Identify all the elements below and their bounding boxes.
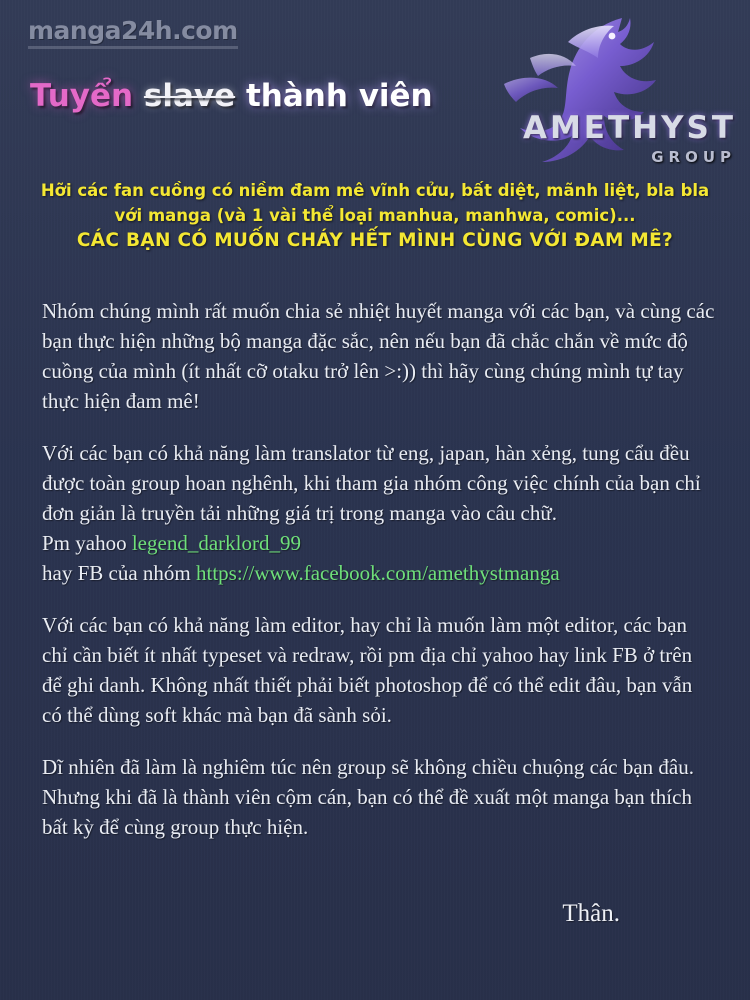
page-title-struck-word: slave bbox=[143, 78, 236, 114]
logo-subtitle: GROUP bbox=[651, 148, 736, 166]
yahoo-label: Pm yahoo bbox=[42, 531, 127, 555]
facebook-url-link[interactable]: https://www.facebook.com/amethystmanga bbox=[195, 561, 560, 585]
intro-line-2: với manga (và 1 vài thể loại manhua, manhwa, comic)... bbox=[114, 206, 636, 225]
body-copy bbox=[42, 296, 716, 864]
logo-wordmark bbox=[523, 110, 736, 166]
intro-line-1: Hỡi các fan cuồng có niềm đam mê vĩnh cửu, bất diệt, mãnh liệt, bla bla bbox=[40, 181, 710, 200]
yahoo-id-link[interactable]: legend_darklord_99 bbox=[131, 531, 301, 555]
page-title-part1: Tuyển bbox=[30, 78, 134, 114]
paragraph-2-text: Với các bạn có khả năng làm translator từ eng, japan, hàn xẻng, tung cẩu đều được toàn group hoan nghênh, khi tham gia nhóm công việc chính của bạn chỉ đơn giản là truyền tải những giá trị trong manga vào câu chữ. bbox=[42, 441, 701, 525]
facebook-label: hay FB của nhóm bbox=[42, 561, 191, 585]
paragraph-3: Với các bạn có khả năng làm editor, hay chỉ là muốn làm một editor, các bạn chỉ cần biết ít nhất typeset và redraw, rồi pm địa chỉ yahoo hay link FB ở trên để ghi danh. Không nhất thiết phải biết photoshop để có thể edit đâu, bạn vẫn có thể dùng soft khác mà bạn đã sành sỏi. bbox=[42, 613, 693, 727]
page-title-part3: thành viên bbox=[245, 78, 433, 114]
site-watermark: manga24h.com bbox=[28, 16, 238, 49]
intro-block bbox=[0, 178, 750, 253]
paragraph-2 bbox=[42, 438, 716, 588]
paragraph-1: Nhóm chúng mình rất muốn chia sẻ nhiệt huyết manga với các bạn, và cùng các bạn thực hiện những bộ manga đặc sắc, nên nếu bạn đã chắc chắn về mức độ cuồng của mình (ít nhất cỡ otaku trở lên >:)) thì hãy cùng chúng mình tự tay thực hiện đam mê! bbox=[42, 299, 715, 413]
paragraph-4: Dĩ nhiên đã làm là nghiêm túc nên group sẽ không chiều chuộng các bạn đâu. Nhưng khi đã là thành viên cộm cán, bạn có thể đề xuất một manga bạn thích bất kỳ để cùng group thực hiện. bbox=[42, 755, 694, 839]
page-title bbox=[30, 78, 433, 114]
logo-name: AMETHYST bbox=[522, 110, 736, 146]
intro-line-3: CÁC BẠN CÓ MUỐN CHÁY HẾT MÌNH CÙNG VỚI ĐAM MÊ? bbox=[76, 230, 674, 251]
closing-signature: Thân. bbox=[562, 900, 620, 927]
